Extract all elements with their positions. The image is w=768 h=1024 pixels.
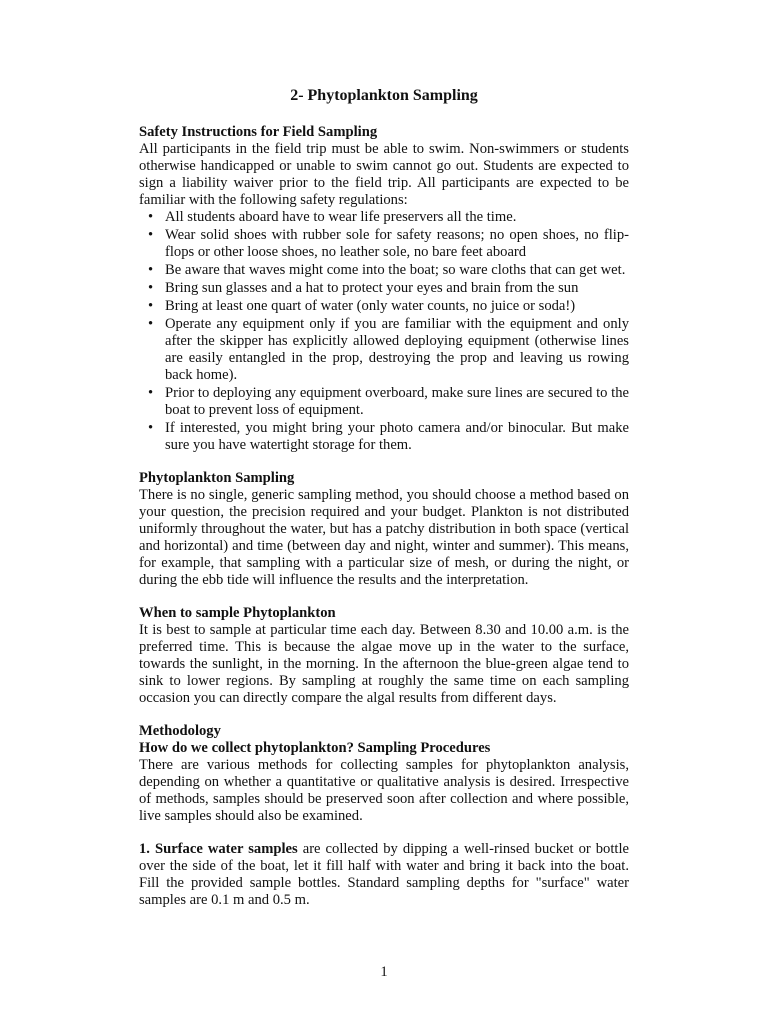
methodology-subheading: How do we collect phytoplankton? Sampling Procedures — [139, 740, 491, 756]
safety-list-item: • Be aware that waves might come into the boat; so ware cloths that can get wet. — [165, 262, 629, 279]
when-heading: When to sample Phytoplankton — [139, 605, 336, 621]
safety-list-item: • Bring at least one quart of water (only water counts, no juice or soda!) — [165, 298, 629, 315]
methodology-heading: Methodology — [139, 723, 221, 739]
sampling-body: There is no single, generic sampling method, you should choose a method based on your question, the precision required and your budget. Plankton is not distributed uniformly throughout the water, but has a patchy distribution in both space (vertical and horizontal) and time (between day and night, winter and summer). This means, for example, that sampling with a particular size of mesh, or during the night, or during the ebb tide will influence the results and the interpretation. — [139, 487, 629, 588]
safety-list-item: • All students aboard have to wear life preservers all the time. — [165, 209, 629, 226]
safety-heading: Safety Instructions for Field Sampling — [139, 124, 378, 140]
surface-paragraph — [139, 841, 629, 909]
safety-list-item: • Prior to deploying any equipment overboard, make sure lines are secured to the boat to prevent loss of equipment. — [165, 385, 629, 419]
document-title: 2- Phytoplankton Sampling — [290, 87, 478, 104]
safety-list — [139, 209, 629, 454]
safety-intro: All participants in the field trip must be able to swim. Non-swimmers or students otherwise handicapped or unable to swim cannot go out. Students are expected to sign a liability waiver prior to the field trip. All participants are expected to be familiar with the following safety regulations: — [139, 141, 629, 208]
surface-body: are collected by dipping a well-rinsed bucket or bottle over the side of the boat, let it fill half with water and bring it back into the boat. Fill the provided sample bottles. Standard sampling depths for "surface" water samples are 0.1 m and 0.5 m. — [139, 841, 629, 908]
safety-list-item: • If interested, you might bring your photo camera and/or binocular. But make sure you have watertight storage for them. — [165, 420, 629, 454]
page-number: 1 — [380, 964, 388, 980]
sampling-section — [139, 470, 629, 589]
surface-section — [139, 841, 629, 909]
safety-list-item: • Bring sun glasses and a hat to protect your eyes and brain from the sun — [165, 280, 629, 297]
document-page — [139, 86, 629, 909]
safety-list-item: • Wear solid shoes with rubber sole for safety reasons; no open shoes, no flip-flops or other loose shoes, no leather sole, no bare feet aboard — [165, 227, 629, 261]
sampling-heading: Phytoplankton Sampling — [139, 470, 295, 486]
when-body: It is best to sample at particular time each day. Between 8.30 and 10.00 a.m. is the preferred time. This is because the algae move up in the water to the surface, towards the sunlight, in the morning. In the afternoon the blue-green algae tend to sink to lower regions. By sampling at roughly the same time on each sampling occasion you can directly compare the algal results from different days. — [139, 622, 629, 706]
when-section — [139, 605, 629, 707]
methodology-body: There are various methods for collecting samples for phytoplankton analysis, depending on whether a quantitative or qualitative analysis is desired. Irrespective of methods, samples should be preserved soon after collection and where possible, live samples should also be examined. — [139, 757, 629, 824]
surface-lead: 1. Surface water samples — [139, 841, 298, 857]
methodology-section — [139, 723, 629, 825]
safety-section — [139, 124, 629, 454]
safety-list-item: • Operate any equipment only if you are familiar with the equipment and only after the skipper has explicitly allowed deploying equipment (otherwise lines are easily entangled in the prop, destroying the prop and leaving us rowing back home). — [165, 316, 629, 384]
